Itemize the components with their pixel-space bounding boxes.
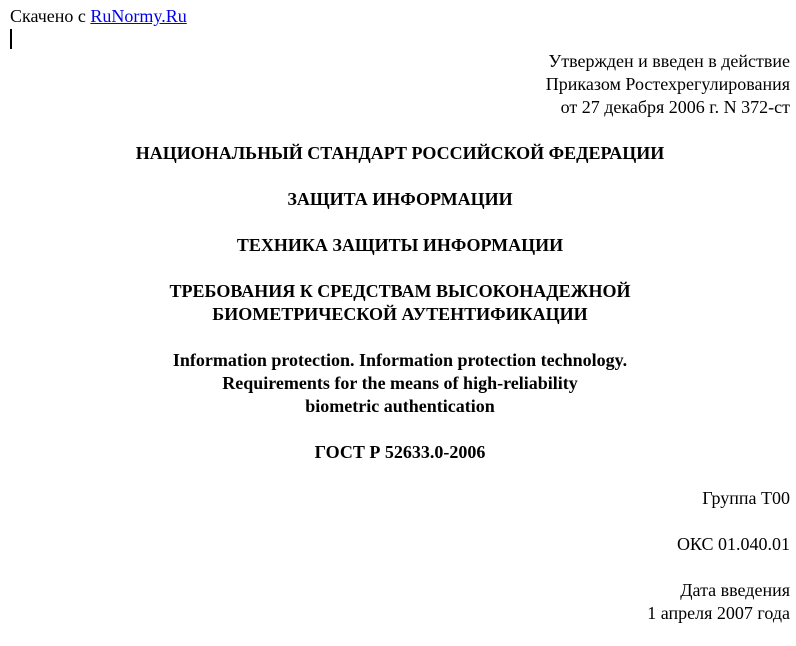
section-heading-3 [0,280,796,326]
group-code [702,487,790,510]
source-prefix: Скачено с [10,6,86,26]
section-title: ЗАЩИТА ИНФОРМАЦИИ [287,189,513,209]
approval-line: Приказом Ростехрегулирования [545,74,790,94]
runormy-link[interactable]: RuNormy.Ru [90,6,187,26]
oks-text: ОКС 01.040.01 [676,534,790,554]
text-cursor [10,29,12,49]
gost-designation [0,441,796,464]
approval-line: от 27 декабря 2006 г. N 372-ст [560,97,790,117]
group-text: Группа Т00 [702,488,790,508]
section-title-line: БИОМЕТРИЧЕСКОЙ АУТЕНТИФИКАЦИИ [212,304,588,324]
english-title-line: biometric authentication [305,396,495,416]
approval-line: Утвержден и введен в действие [548,51,790,71]
gost-number: ГОСТ Р 52633.0-2006 [314,442,486,462]
intro-date-value: 1 апреля 2007 года [647,603,790,623]
standard-title: НАЦИОНАЛЬНЫЙ СТАНДАРТ РОССИЙСКОЙ ФЕДЕРАЦИИ [135,143,665,163]
approval-block [546,50,790,119]
english-title-line: Requirements for the means of high-reliability [222,373,578,393]
section-title: ТЕХНИКА ЗАЩИТЫ ИНФОРМАЦИИ [236,235,564,255]
section-heading-1 [0,188,796,211]
english-title-line: Information protection. Information protection technology. [172,350,628,370]
intro-date-label: Дата введения [680,580,790,600]
intro-date-block [647,579,790,625]
oks-code [677,533,790,556]
section-title-line: ТРЕБОВАНИЯ К СРЕДСТВАМ ВЫСОКОНАДЕЖНОЙ [169,281,631,301]
standard-heading [0,142,796,165]
section-heading-2 [0,234,796,257]
english-title [0,349,796,418]
source-attribution [10,5,187,28]
